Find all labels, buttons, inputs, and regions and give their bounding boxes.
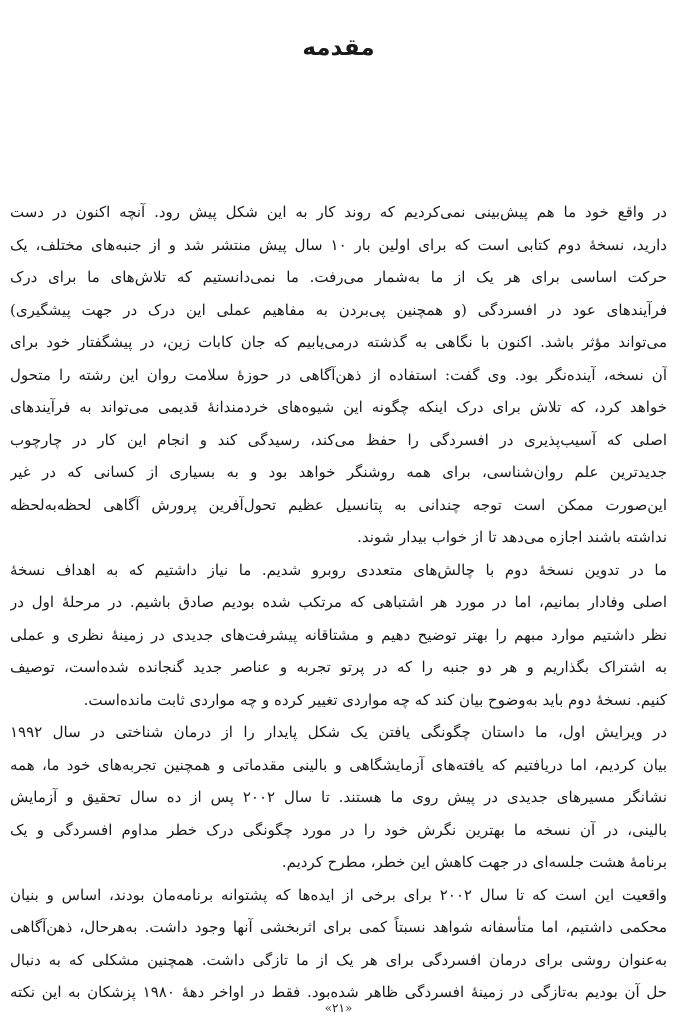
- text-line: اصلی که آسیب‌پذیری در افسردگی را حفظ می‌کند، رسیدگی کند و انجام این کار در چارچوب: [10, 430, 667, 449]
- text-line: بیان کردیم، اما دریافتیم که یافته‌های آزمایشگاهی و بالینی مقدماتی و همچنین تجربه‌های خود ما، همه: [10, 755, 667, 774]
- text-line: آن نسخه، آینده‌نگر بود. وی گفت: استفاده از ذهن‌آگاهی در حوزهٔ سلامت روان این رشته را متحول: [10, 365, 667, 384]
- text-line: خواهد کرد، که تلاش برای درک اینکه چگونه این شیوه‌های خردمندانهٔ قدیمی می‌تواند به فرآیندهای: [10, 398, 667, 416]
- page-title: مقدمه: [302, 35, 375, 61]
- paragraph: [10, 716, 667, 879]
- text-line: ما در تدوین نسخهٔ دوم با چالش‌های متعددی روبرو شدیم. ما نیاز داشتیم که به اهداف نسخهٔ: [10, 560, 667, 579]
- page-number: «۲۱»: [324, 1001, 353, 1015]
- text-line: فرآیندهای عود در افسردگی (و همچنین پی‌بردن به مفاهیم عملی این درک در جهت پیشگیری): [10, 300, 667, 319]
- text-line: به اشتراک بگذاریم و هر دو جنبه را که در پرتو تجربه و عناصر جدید گنجانده شده‌است، توصیف: [10, 658, 667, 676]
- text-line: این‌صورت ممکن است توجه چندانی به پتانسیل عظیم تحول‌آفرین پرورش آگاهی لحظه‌به‌لحظه: [10, 495, 667, 514]
- paragraph: [10, 554, 667, 717]
- text-line: بالینی، در آن نسخه ما بهترین نگرش خود را در مورد چگونگی درک خطر مداوم افسردگی و یک: [10, 820, 667, 839]
- text-line: کنیم. نسخهٔ دوم باید به‌وضوح بیان کند که چه مواردی تغییر کرده و چه مواردی ثابت مانده‌است.: [83, 690, 667, 709]
- text-line: در ویرایش اول، ما داستان چگونگی یافتن یک شکل پایدار را از درمان شناختی در سال ۱۹۹۲: [10, 723, 667, 741]
- paragraph: [10, 879, 667, 1009]
- text-line: واقعیت این است که تا سال ۲۰۰۲ برای برخی از ایده‌ها که پشتوانه برنامه‌مان بودند، اساس و بنیان: [10, 885, 667, 904]
- text-line: دارید، نسخهٔ دوم کتابی است که برای اولین بار ۱۰ سال پیش منتشر شد و از جنبه‌های مختلف، یک: [10, 235, 667, 254]
- text-line: به‌عنوان روشی برای درمان افسردگی برای هر یک از ما تازگی داشت. همچنین مشکلی که به دنبال: [10, 950, 667, 969]
- text-line: اصلی وفادار بمانیم، اما در مورد هر اشتباهی که مرتکب شده بودیم صادق باشیم. در مرحلهٔ اول در: [10, 593, 667, 611]
- text-line: نظر داشتیم موارد مبهم را بهتر توضیح دهیم و مشتاقانه پیشرفت‌های جدیدی در زمینهٔ نظری و عملی: [10, 625, 667, 644]
- text-line: محکمی داشتیم، اما متأسفانه شواهد نسبتاً کمی برای اثربخشی آنها وجود داشت. به‌هرحال، ذهن‌آگاهی: [10, 918, 667, 936]
- text-line: می‌تواند مؤثر باشد. اکنون با نگاهی به گذشته درمی‌یابیم که جان کابات زین، در پیشگفتار خود برای: [10, 333, 667, 351]
- text-line: حل آن بودیم به‌تازگی در زمینهٔ افسردگی ظاهر شده‌بود. فقط در اواخر دههٔ ۱۹۸۰ پزشکان به این نکته: [10, 983, 667, 1001]
- text-line: نداشته باشند اجازه می‌دهد تا از خواب بیدار شوند.: [357, 528, 667, 546]
- paragraph: [10, 196, 667, 554]
- body-text: [10, 196, 667, 1009]
- text-line: برنامهٔ هشت جلسه‌ای در جهت کاهش این خطر، مطرح کردیم.: [281, 853, 667, 871]
- text-line: در واقع خود ما هم پیش‌بینی نمی‌کردیم که روند کار به این شکل پیش رود. آنچه اکنون در دست: [10, 203, 667, 221]
- text-line: نشانگر مسیرهای جدیدی در پیش روی ما هستند. تا سال ۲۰۰۲ پس از ده سال تحقیق و آزمایش: [10, 788, 667, 806]
- text-line: حرکت اساسی برای هر یک از ما به‌شمار می‌رفت. ما نمی‌دانستیم که تلاش‌های ما برای درک: [10, 268, 667, 286]
- text-line: جدیدترین علم روان‌شناسی، برای همه روشنگر خواهد بود و به بسیاری از کسانی که در غیر: [10, 463, 667, 481]
